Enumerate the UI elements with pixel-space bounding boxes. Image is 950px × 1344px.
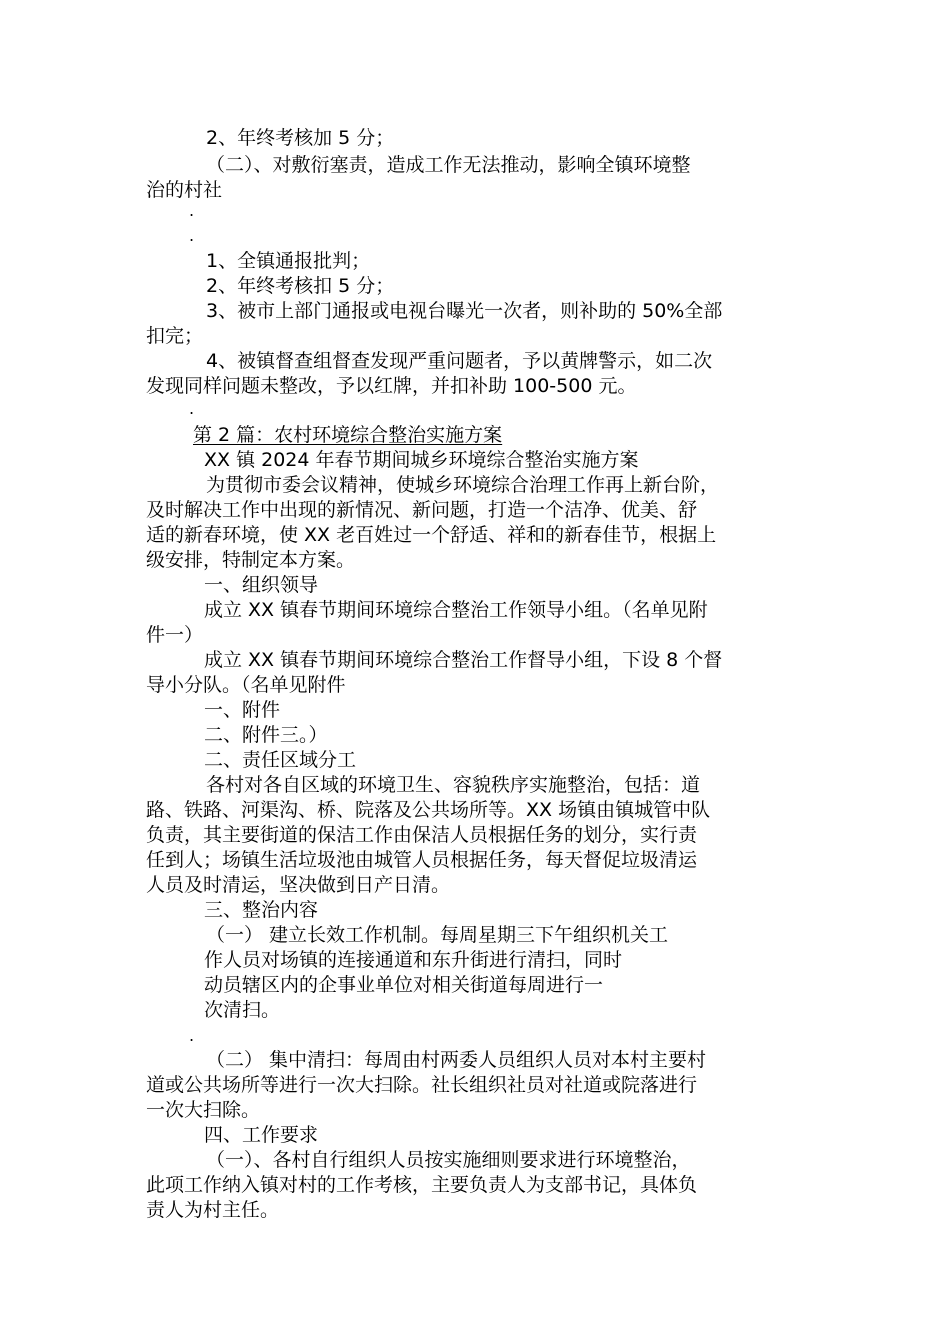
text-line: 4、被镇督查组督查发现严重问题者，予以黄牌警示，如二次 — [206, 350, 713, 372]
text-line: 3、被市上部门通报或电视台曝光一次者，则补助的 50%全部 — [206, 300, 723, 322]
text-line: （二） 集中清扫：每周由村两委人员组织人员对本村主要村 — [206, 1049, 707, 1071]
text-line: 一、附件 — [204, 699, 281, 721]
section-heading: 四、工作要求 — [204, 1124, 319, 1146]
section-heading: 第 2 篇：农村环境综合整治实施方案 — [193, 424, 503, 446]
dot-marker: . — [189, 226, 195, 245]
text-line: 此项工作纳入镇对村的工作考核，主要负责人为支部书记，具体负 — [146, 1174, 698, 1196]
text-line: 1、全镇通报批判； — [206, 250, 371, 272]
text-line: 责人为村主任。 — [146, 1199, 280, 1221]
text-line: 路、铁路、河渠沟、桥、院落及公共场所等。XX 场镇由镇城管中队 — [146, 799, 711, 821]
text-line: 各村对各自区域的环境卫生、容貌秩序实施整治，包括：道 — [206, 774, 701, 796]
text-line: 二、附件三。） — [204, 724, 328, 746]
text-line: 次清扫。 — [204, 999, 281, 1021]
text-line: 2、年终考核加 5 分； — [206, 127, 395, 149]
dot-marker: . — [189, 1026, 195, 1045]
text-line: 治的村社 — [146, 179, 223, 201]
text-line: 级安排，特制定本方案。 — [146, 549, 356, 571]
text-line: 2、年终考核扣 5 分； — [206, 275, 395, 297]
text-line: 件一） — [146, 624, 204, 646]
text-line: 作人员对场镇的连接通道和东升街进行清扫，同时 — [204, 949, 623, 971]
text-line: 动员辖区内的企事业单位对相关街道每周进行一 — [204, 974, 604, 996]
text-line: 道或公共场所等进行一次大扫除。社长组织社员对社道或院落进行 — [146, 1074, 698, 1096]
text-line: 扣完； — [146, 325, 204, 347]
section-heading: 三、整治内容 — [204, 899, 319, 921]
section-heading: 一、组织领导 — [204, 574, 319, 596]
text-line: 为贯彻市委会议精神，使城乡环境综合治理工作再上新台阶， — [206, 474, 720, 496]
text-line: 人员及时清运，坚决做到日产日清。 — [146, 874, 451, 896]
text-line: 适的新春环境，使 XX 老百姓过一个舒适、祥和的新春佳节，根据上 — [146, 524, 717, 546]
text-line: 成立 XX 镇春节期间环境综合整治工作督导小组，下设 8 个督 — [204, 649, 723, 671]
dot-marker: . — [189, 399, 195, 418]
document-title: XX 镇 2024 年春节期间城乡环境综合整治实施方案 — [204, 449, 639, 471]
text-line: 成立 XX 镇春节期间环境综合整治工作领导小组。（名单见附 — [204, 599, 708, 621]
text-line: （一）、各村自行组织人员按实施细则要求进行环境整治， — [206, 1149, 691, 1171]
text-line: 任到人；场镇生活垃圾池由城管人员根据任务，每天督促垃圾清运 — [146, 849, 698, 871]
dot-marker: . — [189, 201, 195, 220]
text-line: 发现同样问题未整改，予以红牌，并扣补助 100-500 元。 — [146, 375, 637, 397]
text-line: 导小分队。（名单见附件 — [146, 674, 346, 696]
text-line: （二）、对敷衍塞责，造成工作无法推动，影响全镇环境整 — [206, 154, 691, 176]
text-line: 负责，其主要街道的保洁工作由保洁人员根据任务的划分，实行责 — [146, 824, 698, 846]
text-line: （一） 建立长效工作机制。每周星期三下午组织机关工 — [206, 924, 669, 946]
section-heading: 二、责任区域分工 — [204, 749, 357, 771]
text-line: 一次大扫除。 — [146, 1099, 261, 1121]
text-line: 及时解决工作中出现的新情况、新问题，打造一个洁净、优美、舒 — [146, 499, 698, 521]
